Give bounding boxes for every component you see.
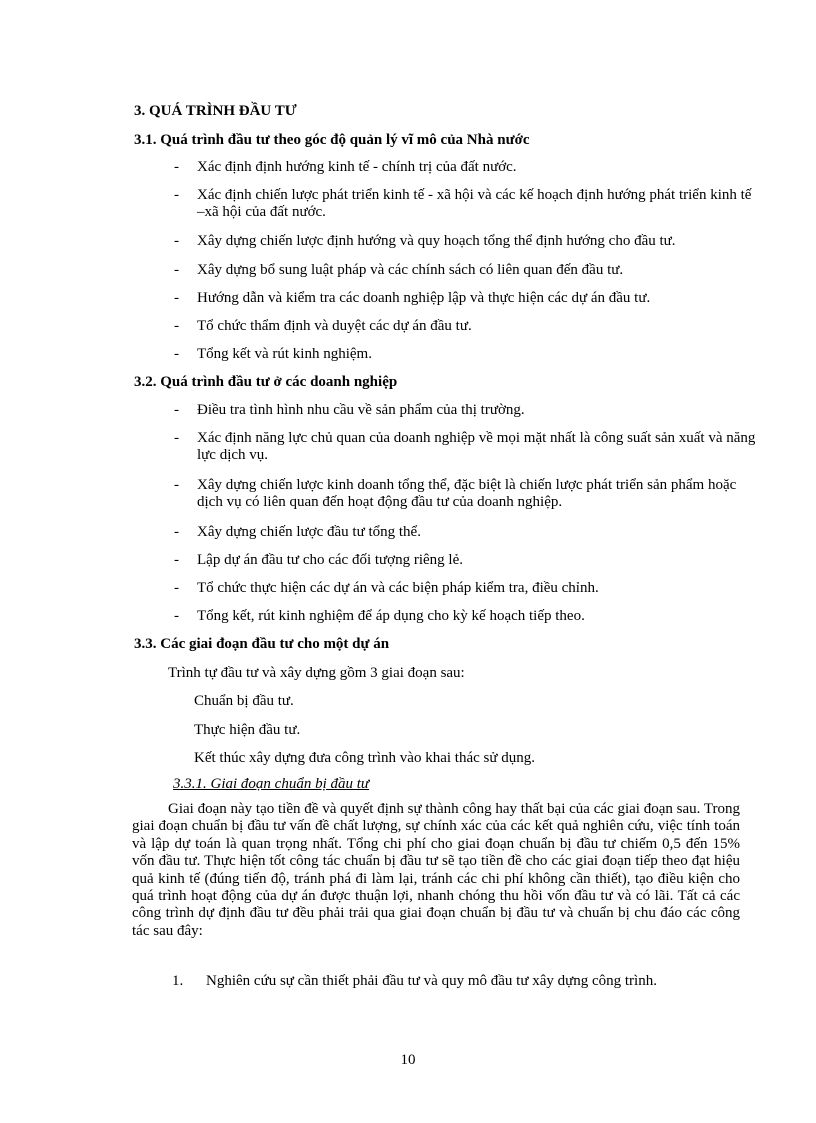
bullet-dash: - xyxy=(174,402,179,418)
list-item-text: Tổng kết và rút kinh nghiệm. xyxy=(197,346,372,362)
list-item-text: Xây dựng bổ sung luật pháp và các chính sách có liên quan đến đầu tư. xyxy=(197,262,624,278)
bullet-dash: - xyxy=(174,187,179,203)
list-item-text: Tổ chức thẩm định và duyệt các dự án đầu tư. xyxy=(197,318,472,334)
intro-text: Trình tự đầu tư và xây dựng gồm 3 giai đoạn sau: xyxy=(168,665,465,681)
bullet-dash: - xyxy=(174,580,179,596)
list-item-text: Lập dự án đầu tư cho các đối tượng riêng lẻ. xyxy=(197,552,463,568)
list-item-text: Xây dựng chiến lược đầu tư tổng thể. xyxy=(197,524,421,540)
bullet-dash: - xyxy=(174,318,179,334)
list-item-text: Tổ chức thực hiện các dự án và các biện pháp kiểm tra, điều chỉnh. xyxy=(197,580,599,596)
list-item-text: Xác định chiến lược phát triển kinh tế - xã hội và các kế hoạch định hướng phát triển kinh tế –xã hội của đất nước. xyxy=(197,187,752,220)
phase-item: Thực hiện đầu tư. xyxy=(194,722,301,738)
phase-item: Chuẩn bị đầu tư. xyxy=(194,693,294,709)
list-item-text: Xác định định hướng kinh tế - chính trị của đất nước. xyxy=(197,159,517,175)
bullet-dash: - xyxy=(174,233,179,249)
body-paragraph: Giai đoạn này tạo tiền đề và quyết định sự thành công hay thất bại của các giai đoạn sau. Trong giai đoạn chuẩn bị đầu tư vấn đề chất lượng, sự chính xác của các kết quả nghiên cứu, việc tính toán và lập dự toán là quan trọng nhất. Tổng chi phí cho giai đoạn chuẩn bị đầu tư chiếm 0,5 đến 15% vốn đầu tư. Thực hiện tốt công tác chuẩn bị đầu tư sẽ tạo tiền đề cho các giai đoạn tiếp theo đạt hiệu quả kinh tế (đúng tiến độ, tránh phá đi làm lại, tránh các chi phí không cần thiết), tạo điều kiện cho quá trình hoạt động của dự án được thuận lợi, nhanh chóng thu hồi vốn đầu tư và có lãi. Tất cả các công trình dự định đầu tư đều phải trải qua giai đoạn chuẩn bị đầu tư và chuẩn bị chu đáo các công tác sau đây: xyxy=(132,801,740,939)
bullet-dash: - xyxy=(174,159,179,175)
section-heading: 3. QUÁ TRÌNH ĐẦU TƯ xyxy=(134,103,297,119)
subsection-heading-3-2: 3.2. Quá trình đầu tư ở các doanh nghiệp xyxy=(134,374,398,390)
list-item-text: Xác định năng lực chủ quan của doanh nghiệp về mọi mặt nhất là công suất sản xuất và năng lực dịch vụ. xyxy=(197,430,756,463)
bullet-dash: - xyxy=(174,346,179,362)
sub-subsection-heading: 3.3.1. Giai đoạn chuẩn bị đầu tư xyxy=(173,776,370,792)
subsection-heading-3-1: 3.1. Quá trình đầu tư theo góc độ quản lý vĩ mô của Nhà nước xyxy=(134,132,530,148)
bullet-dash: - xyxy=(174,290,179,306)
numbered-item-number: 1. xyxy=(172,973,184,989)
list-item-text: Điều tra tình hình nhu cầu về sản phẩm của thị trường. xyxy=(197,402,525,418)
phase-item: Kết thúc xây dựng đưa công trình vào khai thác sử dụng. xyxy=(194,750,535,766)
list-item-text: Xây dựng chiến lược kinh doanh tổng thể, đặc biệt là chiến lược phát triển sản phẩm hoặc dịch vụ có liên quan đến hoạt động đầu tư của doanh nghiệp. xyxy=(197,477,737,510)
bullet-dash: - xyxy=(174,262,179,278)
list-item-text: Xây dựng chiến lược định hướng và quy hoạch tổng thể định hướng cho đầu tư. xyxy=(197,233,676,249)
list-item-text: Hướng dẫn và kiểm tra các doanh nghiệp lập và thực hiện các dự án đầu tư. xyxy=(197,290,651,306)
bullet-dash: - xyxy=(174,430,179,446)
page-number: 10 xyxy=(400,1052,416,1068)
list-item-text: Tổng kết, rút kinh nghiệm để áp dụng cho kỳ kế hoạch tiếp theo. xyxy=(197,608,585,624)
bullet-dash: - xyxy=(174,552,179,568)
numbered-item-text: Nghiên cứu sự cần thiết phải đầu tư và quy mô đầu tư xây dựng công trình. xyxy=(206,973,657,989)
bullet-dash: - xyxy=(174,608,179,624)
bullet-dash: - xyxy=(174,524,179,540)
bullet-dash: - xyxy=(174,477,179,493)
subsection-heading-3-3: 3.3. Các giai đoạn đầu tư cho một dự án xyxy=(134,636,390,652)
